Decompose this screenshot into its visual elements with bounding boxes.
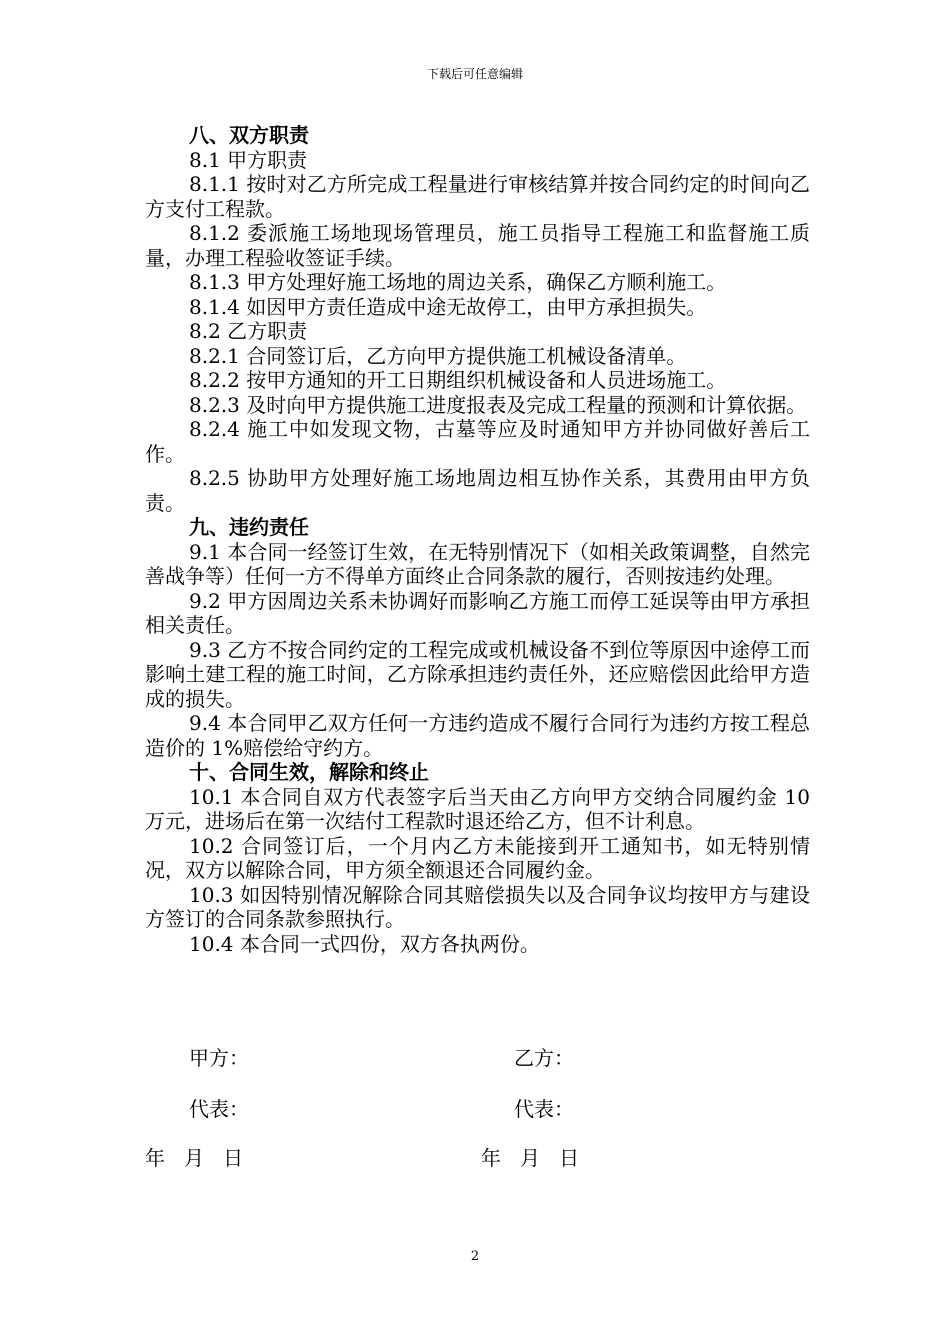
- clause-paragraph: 10.2 合同签订后，一个月内乙方未能接到开工通知书，如无特别情况，双方以解除合同，甲方须全额退还合同履约金。: [145, 833, 810, 882]
- page-header: 下载后可任意编辑: [426, 67, 523, 81]
- party-b-label: 乙方：: [514, 1046, 574, 1070]
- clause-paragraph: 9.1 本合同一经签订生效，在无特别情况下（如相关政策调整，自然完善战争等）任何一方不得单方面终止合同条款的履行，否则按违约处理。: [145, 539, 810, 588]
- clause-paragraph: 9.4 本合同甲乙双方任何一方违约造成不履行合同行为违约方按工程总造价的 1%赔偿给守约方。: [145, 711, 810, 760]
- clause-paragraph: 8.2 乙方职责: [189, 319, 308, 343]
- clause-paragraph: 9.2 甲方因周边关系未协调好而影响乙方施工而停工延误等由甲方承担相关责任。: [145, 588, 810, 637]
- clause-paragraph: 9.3 乙方不按合同约定的工程完成或机械设备不到位等原因中途停工而影响土建工程的施工时间，乙方除承担违约责任外，还应赔偿因此给甲方造成的损失。: [145, 637, 810, 711]
- clause-paragraph: 8.1 甲方职责: [189, 147, 308, 172]
- clause-paragraph: 8.2.5 协助甲方处理好施工场地周边相互协作关系，其费用由甲方负责。: [145, 466, 810, 515]
- clause-paragraph: 10.3 如因特别情况解除合同其赔偿损失以及合同争议均按甲方与建设方签订的合同条款参照执行。: [145, 882, 810, 931]
- clause-paragraph: 10.4 本合同一式四份，双方各执两份。: [189, 931, 540, 956]
- page-number: 2: [470, 1249, 480, 1264]
- representative-b-label: 代表：: [514, 1097, 574, 1121]
- clause-paragraph: 8.1.3 甲方处理好施工场地的周边关系，确保乙方顺利施工。: [189, 270, 727, 294]
- section-heading: 九、违约责任: [189, 515, 309, 539]
- clause-paragraph: 8.2.2 按甲方通知的开工日期组织机械设备和人员进场施工。: [189, 368, 727, 392]
- clause-paragraph: 10.1 本合同自双方代表签字后当天由乙方向甲方交纳合同履约金 10 万元，进场后在第一次结付工程款时退还给乙方，但不计利息。: [145, 784, 810, 833]
- date-a: 年 月 日: [145, 1146, 244, 1170]
- party-a-label: 甲方：: [189, 1046, 249, 1070]
- clause-paragraph: 8.1.2 委派施工场地现场管理员，施工员指导工程施工和监督施工质量，办理工程验收签证手续。: [145, 221, 810, 270]
- representative-a-label: 代表：: [189, 1097, 249, 1121]
- contract-body: [145, 123, 810, 956]
- section-heading: 十、合同生效，解除和终止: [189, 760, 429, 784]
- clause-paragraph: 8.2.1 合同签订后，乙方向甲方提供施工机械设备清单。: [189, 343, 687, 368]
- clause-paragraph: 8.2.4 施工中如发现文物，古墓等应及时通知甲方并协同做好善后工作。: [145, 417, 810, 466]
- section-heading: 八、双方职责: [189, 123, 309, 147]
- clause-paragraph: 8.2.3 及时向甲方提供施工进度报表及完成工程量的预测和计算依据。: [189, 392, 807, 417]
- date-b: 年 月 日: [481, 1146, 580, 1170]
- clause-paragraph: 8.1.4 如因甲方责任造成中途无故停工，由甲方承担损失。: [189, 294, 707, 319]
- clause-paragraph: 8.1.1 按时对乙方所完成工程量进行审核结算并按合同约定的时间向乙方支付工程款。: [145, 172, 810, 221]
